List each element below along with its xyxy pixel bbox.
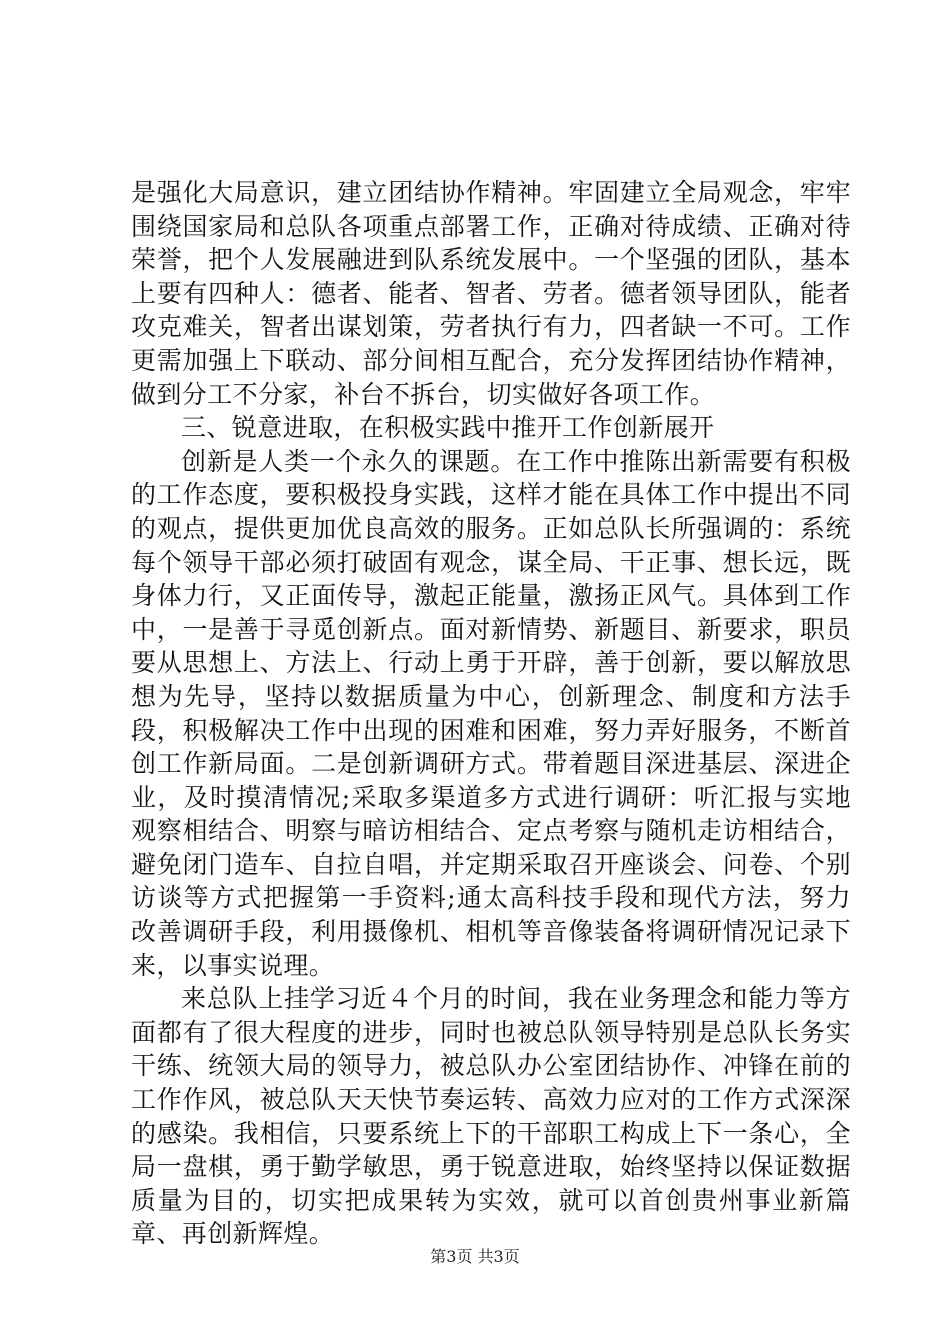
paragraph-teamwork: 是强化大局意识，建立团结协作精神。牢固建立全局观念，牢牢围绕国家局和总队各项重点部署工作，正确对待成绩、正确对待荣誉，把个人发展融进到队系统发展中。一个坚强的团队，基本上要有四种人：德者、能者、智者、劳者。德者领导团队，能者攻克难关，智者出谋划策，劳者执行有力，四者缺一不可。工作更需加强上下联动、部分间相互配合，充分发挥团结协作精神，做到分工不分家，补台不拆台，切实做好各项工作。: [131, 178, 851, 409]
paragraph-innovation: 创新是人类一个永久的课题。在工作中推陈出新需要有积极的工作态度，要积极投身实践，这样才能在具体工作中提出不同的观点，提供更加优良高效的服务。正如总队长所强调的：系统每个领导干部必须打破固有观念，谋全局、干正事、想长远，既身体力行，又正面传导，激起正能量，激扬正风气。具体到工作中，一是善于寻觅创新点。面对新情势、新题目、新要求，职员要从思想上、方法上、行动上勇于开辟，善于创新，要以解放思想为先导，坚持以数据质量为中心，创新理念、制度和方法手段，积极解决工作中出现的困难和困难，努力弄好服务，不断首创工作新局面。二是创新调研方式。带着题目深进基层、深进企业，及时摸清情况;采取多渠道多方式进行调研：听汇报与实地观察相结合、明察与暗访相结合、定点考察与随机走访相结合，避免闭门造车、自拉自唱，并定期采取召开座谈会、问卷、个别访谈等方式把握第一手资料;通太高科技手段和现代方法，努力改善调研手段，利用摄像机、相机等音像装备将调研情况记录下来，以事实说理。: [131, 446, 851, 980]
paragraph-conclusion: 来总队上挂学习近４个月的时间，我在业务理念和能力等方面都有了很大程度的进步，同时也被总队领导特别是总队长务实干练、统领大局的领导力，被总队办公室团结协作、冲锋在前的工作作风，被总队天天快节奏运转、高效力应对的工作方式深深的感染。我相信，只要系统上下的干部职工构成上下一条心，全局一盘棋，勇于勤学敏思，勇于锐意进取，始终坚持以保证数据质量为目的，切实把成果转为实效，就可以首创贵州事业新篇章、再创新辉煌。: [131, 984, 851, 1249]
document-body: [131, 176, 851, 1251]
page-number-footer: 第3页 共3页: [430, 1247, 520, 1266]
section-heading-innovation: 三、锐意进取，在积极实践中推开工作创新展开: [181, 413, 715, 443]
